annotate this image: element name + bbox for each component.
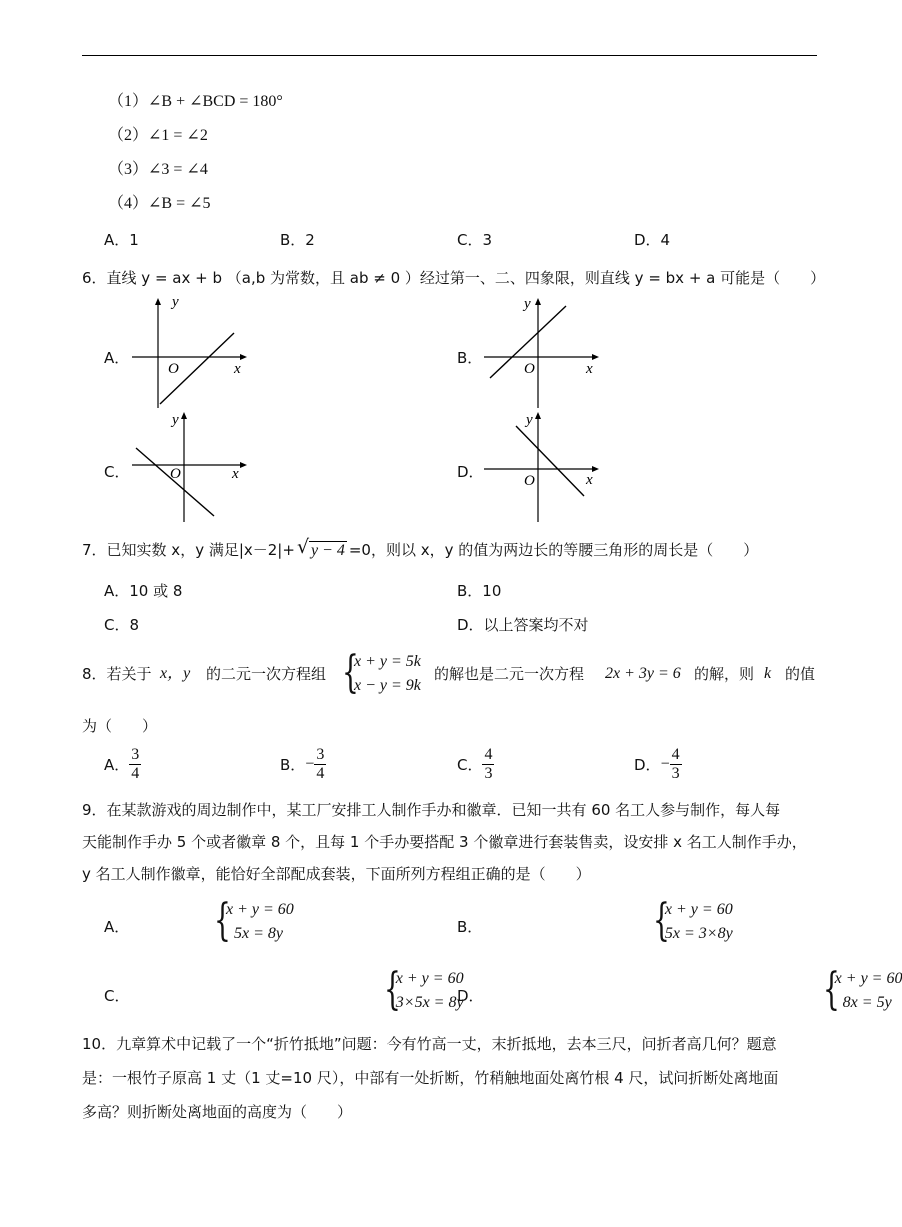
q6-c-axis-x: x: [232, 466, 239, 482]
q6-graph-d[interactable]: [480, 410, 600, 529]
q8-c-den: 3: [484, 765, 493, 782]
q8-eq3: 2x + 3y = 6: [605, 665, 681, 682]
prev-option-a[interactable]: A．1: [104, 231, 139, 249]
brace-icon: {: [214, 895, 231, 946]
q7-text-a: 7．已知实数 x，y 满足|x－2|+: [82, 541, 295, 559]
q6-graph-a[interactable]: [128, 296, 248, 415]
prev-item-1: （1）∠B + ∠BCD = 180°: [108, 93, 283, 110]
q6-graph-c[interactable]: [128, 410, 248, 529]
q9-option-a-system[interactable]: [214, 895, 294, 946]
q8-option-a[interactable]: [104, 746, 141, 783]
q8-option-d[interactable]: [634, 746, 682, 783]
q9-option-c-system[interactable]: [383, 964, 464, 1015]
q7-option-a[interactable]: A．10 或 8: [104, 582, 183, 600]
sqrt-icon: √: [296, 536, 310, 558]
q9-option-a-label[interactable]: A．: [104, 918, 130, 936]
q9-d-eq2: 8x = 5y: [842, 994, 892, 1011]
q8-line2: 为（ ）: [82, 717, 158, 735]
q6-a-axis-y: y: [172, 294, 179, 310]
q6-b-origin: O: [524, 361, 535, 377]
q6-c-origin: O: [170, 466, 181, 482]
q8-option-c[interactable]: [457, 746, 494, 783]
q6-option-a-label[interactable]: A．: [104, 349, 130, 367]
brace-icon: {: [652, 895, 670, 946]
q8-option-d-frac: [670, 746, 682, 783]
q6-d-axis-x: x: [586, 472, 593, 488]
q8-option-a-label: A．: [104, 756, 130, 774]
q8-pre: 8．若关于: [82, 665, 152, 683]
q8-mid: 的二元一次方程组: [206, 665, 327, 683]
q9-option-b-label[interactable]: B．: [457, 918, 483, 936]
q8-k: k: [764, 665, 772, 682]
brace-icon: {: [822, 964, 840, 1015]
q9-option-d-system[interactable]: [822, 964, 902, 1015]
prev-option-d[interactable]: D．4: [634, 231, 671, 249]
q8-eq1: x + y = 5k: [354, 653, 421, 670]
q6-graph-b[interactable]: [480, 296, 600, 415]
q8-option-b-sign: −: [305, 755, 315, 773]
q6-b-axis-y: y: [524, 296, 531, 312]
q9-option-d-label[interactable]: D．: [457, 987, 484, 1005]
q6-d-origin: O: [524, 473, 535, 489]
q8-a-num: 3: [131, 746, 140, 763]
q6-a-origin: O: [168, 361, 179, 377]
q8-b-num: 3: [316, 746, 325, 763]
q9-c-eq1: x + y = 60: [395, 970, 464, 987]
q8-option-c-label: C．: [457, 756, 483, 774]
q8-option-a-frac: [129, 746, 141, 783]
q6-option-d-label[interactable]: D．: [457, 463, 484, 481]
q9-line2: 天能制作手办 5 个或者徽章 8 个，且每 1 个手办要搭配 3 个徽章进行套装售卖，设安排 x 名工人制作手办，: [82, 833, 807, 851]
q6-d-axis-y: y: [526, 412, 533, 428]
q8-d-num: 4: [671, 746, 680, 763]
q6-a-axis-x: x: [234, 361, 241, 377]
q8-vars: x，y: [160, 665, 191, 682]
q7-question: [82, 536, 759, 561]
q8-eq2: x − y = 9k: [354, 677, 421, 694]
q9-line3: y 名工人制作徽章，能恰好全部配成套装，下面所列方程组正确的是（ ）: [82, 865, 591, 883]
q7-text-b: =0，则以 x，y 的值为两边长的等腰三角形的周长是（ ）: [348, 541, 759, 559]
q6-option-b-label[interactable]: B．: [457, 349, 483, 367]
q8-option-c-frac: [482, 746, 494, 783]
prev-item-3: （3）∠3 = ∠4: [108, 161, 208, 178]
brace-icon: {: [383, 964, 401, 1015]
q8-option-b[interactable]: [280, 746, 326, 783]
q9-line1: 9．在某款游戏的周边制作中，某工厂安排工人制作手办和徽章．已知一共有 60 名工人参与制作，每人每: [82, 801, 781, 819]
q8-b-den: 4: [316, 765, 325, 782]
header-rule: [82, 55, 817, 56]
q9-a-eq1: x + y = 60: [226, 901, 294, 918]
brace-icon: {: [342, 647, 359, 698]
prev-option-c[interactable]: C．3: [457, 231, 493, 249]
q8-system: [342, 647, 421, 698]
q9-option-c-label[interactable]: C．: [104, 987, 130, 1005]
q7-option-c[interactable]: C．8: [104, 616, 140, 634]
q8-option-d-label: D．: [634, 756, 661, 774]
q8-option-b-label: B．: [280, 756, 306, 774]
prev-item-4: （4）∠B = ∠5: [108, 195, 211, 212]
q8-option-b-frac: [314, 746, 326, 783]
q8-c-num: 4: [484, 746, 493, 763]
q9-c-eq2: 3×5x = 8y: [395, 994, 464, 1011]
q10-line2: 是：一根竹子原高 1 丈（1 丈=10 尺），中部有一处折断，竹稍触地面处离竹根 4 尺，试问折断处离地面: [82, 1069, 779, 1087]
q6-option-c-label[interactable]: C．: [104, 463, 130, 481]
q10-line1: 10．九章算术中记载了一个“折竹抵地”问题：今有竹高一丈，末折抵地，去本三尺，问折者高几何？题意: [82, 1035, 777, 1053]
prev-option-b[interactable]: B．2: [280, 231, 315, 249]
q10-line3: 多高？则折断处离地面的高度为（ ）: [82, 1103, 353, 1121]
q7-option-b[interactable]: B．10: [457, 582, 502, 600]
q9-b-eq1: x + y = 60: [664, 901, 733, 918]
q6-c-axis-y: y: [172, 412, 179, 428]
q8-post3: 的值: [785, 665, 816, 683]
q9-a-eq2: 5x = 8y: [234, 925, 283, 942]
q7-sqrt-inner: y − 4: [310, 542, 345, 559]
q8-post2: 的解，则: [694, 665, 755, 683]
q9-d-eq1: x + y = 60: [834, 970, 902, 987]
q6-text: 6．直线 y = ax + b （a,b 为常数，且 ab ≠ 0 ）经过第一、二、四象限，则直线 y = bx + a 可能是（ ）: [82, 269, 826, 287]
q8-d-den: 3: [671, 765, 680, 782]
q9-b-eq2: 5x = 3×8y: [664, 925, 733, 942]
q9-option-b-system[interactable]: [652, 895, 733, 946]
q6-b-axis-x: x: [586, 361, 593, 377]
q8-option-d-sign: −: [660, 755, 670, 773]
prev-item-2: （2）∠1 = ∠2: [108, 127, 208, 144]
q7-sqrt: [296, 536, 347, 561]
q8-post: 的解也是二元一次方程: [434, 665, 585, 683]
q8-a-den: 4: [131, 765, 140, 782]
q7-option-d[interactable]: D．以上答案均不对: [457, 616, 589, 634]
